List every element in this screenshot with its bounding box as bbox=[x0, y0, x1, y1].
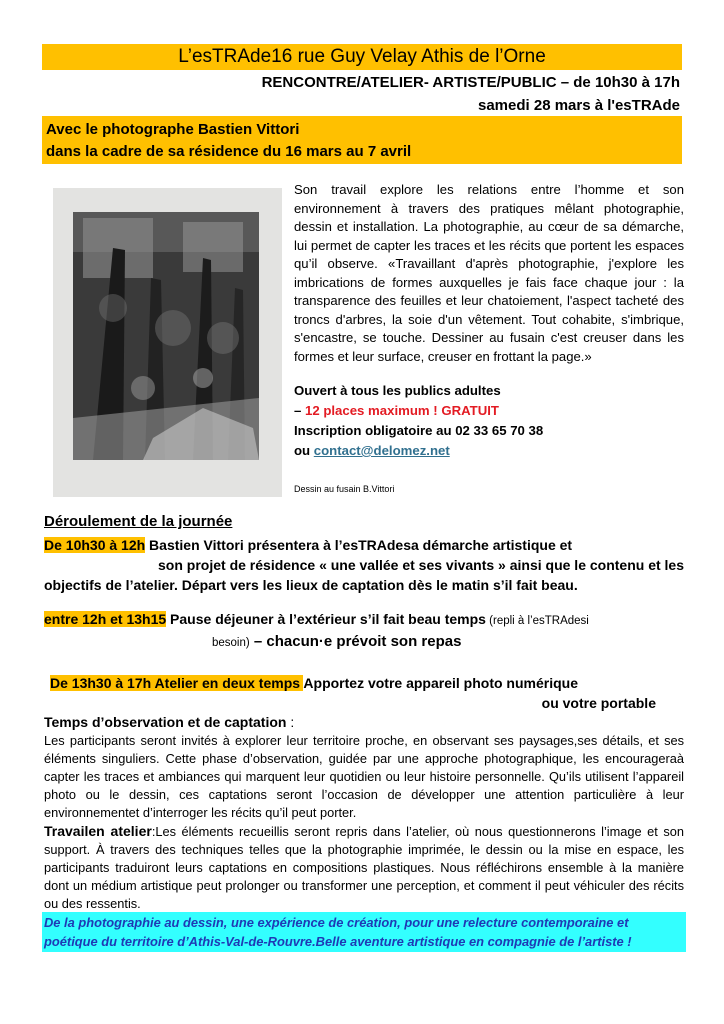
observation-colon: : bbox=[286, 714, 295, 730]
schedule-title: Déroulement de la journée bbox=[44, 513, 233, 530]
artist-banner bbox=[42, 116, 682, 164]
event-type: RENCONTRE/ATELIER- ARTISTE/PUBLIC – de 10h30 à 17h bbox=[261, 74, 680, 91]
artist-line-1: Avec le photographe Bastien Vittori bbox=[46, 121, 300, 138]
artist-line-2: dans la cadre de sa résidence du 16 mars au 7 avril bbox=[46, 143, 412, 160]
registration-line bbox=[294, 421, 684, 441]
slot-3-text-2: ou votre portable bbox=[541, 695, 656, 711]
places-line bbox=[294, 401, 684, 421]
slot-1-text-2: son projet de résidence « une vallée et ses vivants » ainsi que le contenu et les bbox=[158, 557, 684, 573]
venue-text: L’esTRAde16 rue Guy Velay Athis de l’Orne bbox=[178, 46, 546, 67]
slot-1-text-3: objectifs de l’atelier. Départ vers les lieux de captation dès le matin s’il fait beau. bbox=[44, 577, 578, 593]
observation-title bbox=[44, 714, 294, 730]
slot-2-text: Pause déjeuner à l’extérieur s’il fait beau temps bbox=[166, 611, 486, 627]
registration-text: Inscription obligatoire au 02 33 65 70 38 bbox=[294, 423, 544, 438]
slot-1-time: De 10h30 à 12h bbox=[44, 537, 146, 553]
artist-bio: Son travail explore les relations entre l’homme et son environnement à travers des pratiques mêlant photographie, dessin et installation. La photographie, au cœur de sa démarche, lui permet de capter les traces et les récits que portent les espaces qu’il observe. «Travaillant d'après photographie, j'explore les imbrications de formes auxquelles je fais face chaque jour : la transparence des feuilles et leur chatoiement, l'aspect tacheté des troncs d'arbres, la soie d'un vêtement. Tout cohabite, s'imbrique, s'encastre, se touche. Dessiner au fusain c'est creuser dans les formes et leur surface, creuser en frottant la page.» bbox=[294, 182, 684, 364]
slot-3-time: De 13h30 à 17h Atelier en deux temps bbox=[50, 675, 304, 691]
slot-3-text: Apportez votre appareil photo numérique bbox=[303, 675, 578, 691]
slot-2-note: (repli à l’esTRAdesi bbox=[485, 615, 589, 627]
slot-1-text-1: Bastien Vittori présentera à l’esTRAdesa démarche artistique et bbox=[145, 537, 573, 553]
conclusion-highlight: De la photographie au dessin, une expérience de création, pour une relecture contemporaine et poétique du territoire d’Athis-Val-de-Rouvre.Belle aventure artistique en compagnie de l’artiste ! bbox=[42, 912, 686, 952]
observation-text: Les participants seront invités à explorer leur territoire proche, en observant ses paysages,ses détails, et ses éléments singuliers. Cette phase d’observation, guidée par une approche photographique, les encourageraà capter les traces et ambiances qui marquent leur quotidien ou leur histoire personnelle. Qu’ils utilisent l’appareil photo ou le dessin, ces captations seront l’occasion de développer une attention particulière à leur environnementet d’interroger les récits qu’il peut porter. bbox=[44, 733, 684, 820]
places-text: 12 places maximum ! GRATUIT bbox=[305, 403, 499, 418]
info-block bbox=[294, 381, 684, 461]
email-link[interactable]: contact@delomez.net bbox=[313, 443, 450, 458]
open-text: Ouvert à tous les publics adultes bbox=[294, 383, 501, 398]
dash-text: – bbox=[294, 403, 305, 418]
email-line bbox=[294, 441, 684, 461]
atelier-text: :Les éléments recueillis seront repris dans l’atelier, où nous questionnerons l’image et son support. À travers des techniques telles que la photographie imprimée, le dessin ou la mise en espace, les participants traduiront leurs captations en compositions plastiques. Nous réfléchirons ensemble à la manière dont un médium artistique peut prolonger ou transformer une perception, et comment il peut véhiculer des récits ou des ressentis. bbox=[44, 824, 684, 911]
open-line bbox=[294, 381, 684, 401]
charcoal-drawing-image bbox=[53, 188, 282, 497]
slot-2-note-2: besoin) bbox=[212, 637, 250, 649]
schedule-slot-3 bbox=[50, 673, 684, 713]
or-text: ou bbox=[294, 443, 314, 458]
venue-banner bbox=[42, 44, 682, 70]
slot-2-tail: – chacun·e prévoit son repas bbox=[249, 633, 462, 650]
image-caption: Dessin au fusain B.Vittori bbox=[294, 484, 395, 494]
workshop-body bbox=[44, 732, 684, 913]
slot-2-time: entre 12h et 13h15 bbox=[44, 611, 167, 627]
schedule-slot-2 bbox=[44, 609, 684, 653]
observation-title-text: Temps d’observation et de captation bbox=[44, 714, 287, 730]
atelier-title: Travailen atelier bbox=[44, 823, 152, 839]
event-date: samedi 28 mars à l'esTRAde bbox=[477, 97, 680, 114]
schedule-slot-1 bbox=[44, 535, 684, 595]
